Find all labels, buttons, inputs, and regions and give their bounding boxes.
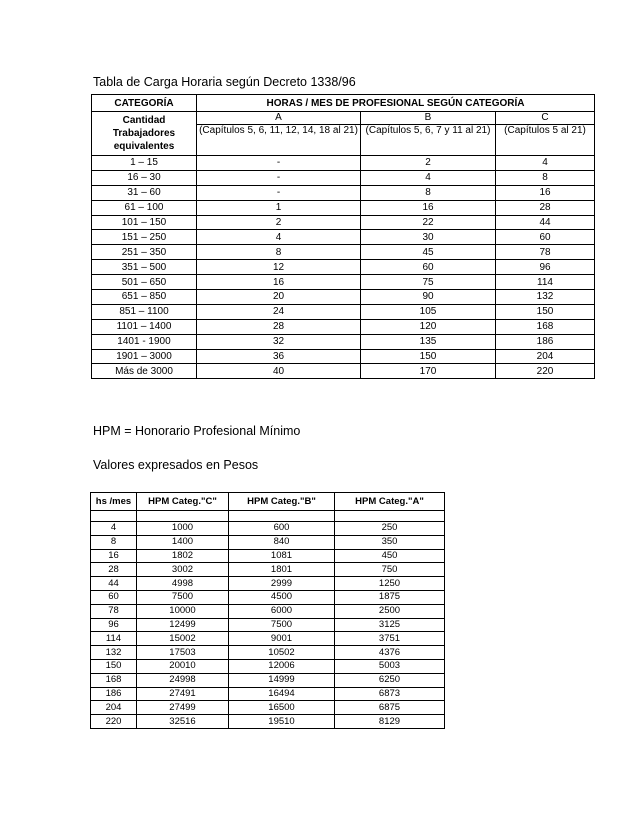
table-cell: 20010 xyxy=(137,659,229,673)
table-cell: 19510 xyxy=(229,715,335,729)
hpm-table xyxy=(90,492,445,729)
table-cell: 150 xyxy=(496,304,595,319)
table-cell: 8 xyxy=(91,535,137,549)
table-row xyxy=(91,618,445,632)
table-cell: 501 – 650 xyxy=(92,275,197,290)
table-cell: 114 xyxy=(91,632,137,646)
table-cell: 24 xyxy=(197,304,361,319)
table-cell: - xyxy=(197,185,361,200)
table-cell: 6000 xyxy=(229,604,335,618)
table-cell: 3002 xyxy=(137,563,229,577)
table-row xyxy=(91,659,445,673)
table-cell: 16 – 30 xyxy=(92,170,197,185)
table-cell: 27499 xyxy=(137,701,229,715)
table-cell: 7500 xyxy=(229,618,335,632)
table-cell: 20 xyxy=(197,290,361,305)
table-row xyxy=(92,260,595,275)
table-cell: 750 xyxy=(335,563,445,577)
table-cell: 120 xyxy=(361,319,496,334)
table-cell: 28 xyxy=(91,563,137,577)
valores-note: Valores expresados en Pesos xyxy=(93,458,259,472)
table-row xyxy=(91,577,445,591)
table-row xyxy=(92,364,595,379)
table-row xyxy=(92,185,595,200)
table-cell: 1101 – 1400 xyxy=(92,319,197,334)
table-row xyxy=(92,319,595,334)
table-cell: 6250 xyxy=(335,673,445,687)
table-cell: 105 xyxy=(361,304,496,319)
category-b-label: B xyxy=(361,112,496,125)
table-row xyxy=(91,522,445,536)
table-cell: 204 xyxy=(91,701,137,715)
table-row xyxy=(92,334,595,349)
table-cell: 3751 xyxy=(335,632,445,646)
table-cell: 44 xyxy=(496,215,595,230)
hpm-blank-cell xyxy=(137,511,229,522)
table-cell: 2500 xyxy=(335,604,445,618)
table-cell: 60 xyxy=(361,260,496,275)
table-cell: 132 xyxy=(91,646,137,660)
cantidad-trabajadores-label: Cantidad Trabajadores equivalentes xyxy=(92,112,197,156)
table-row xyxy=(91,673,445,687)
table-cell: 60 xyxy=(91,590,137,604)
table-cell: 350 xyxy=(335,535,445,549)
hpm-header-categ-b: HPM Categ."B" xyxy=(229,493,335,511)
table-cell: 186 xyxy=(496,334,595,349)
table-cell: 3125 xyxy=(335,618,445,632)
table-row xyxy=(92,349,595,364)
header-categoria: CATEGORÍA xyxy=(92,95,197,112)
table-row xyxy=(92,200,595,215)
table-cell: 1 xyxy=(197,200,361,215)
table-cell: 96 xyxy=(91,618,137,632)
table-row xyxy=(91,701,445,715)
table-cell: 1250 xyxy=(335,577,445,591)
carga-table-body xyxy=(92,156,595,379)
table-cell: 31 – 60 xyxy=(92,185,197,200)
table-cell: 1 – 15 xyxy=(92,156,197,171)
table-cell: 150 xyxy=(361,349,496,364)
table-cell: 135 xyxy=(361,334,496,349)
hpm-header-categ-a: HPM Categ."A" xyxy=(335,493,445,511)
table-cell: 168 xyxy=(496,319,595,334)
table-cell: 12499 xyxy=(137,618,229,632)
table-cell: 7500 xyxy=(137,590,229,604)
table-cell: 132 xyxy=(496,290,595,305)
table-row xyxy=(92,156,595,171)
category-b-description: (Capítulos 5, 6, 7 y 11 al 21) xyxy=(361,125,496,156)
table-cell: 101 – 150 xyxy=(92,215,197,230)
hpm-header-categ-c: HPM Categ."C" xyxy=(137,493,229,511)
table-cell: 28 xyxy=(197,319,361,334)
table-cell: 168 xyxy=(91,673,137,687)
header-horas: HORAS / MES DE PROFESIONAL SEGÚN CATEGORÍA xyxy=(197,95,595,112)
table-cell: 16 xyxy=(197,275,361,290)
table-row xyxy=(92,245,595,260)
table-cell: 220 xyxy=(496,364,595,379)
table-cell: 28 xyxy=(496,200,595,215)
hpm-definition: HPM = Honorario Profesional Mínimo xyxy=(93,424,301,438)
table-cell: 114 xyxy=(496,275,595,290)
table-row xyxy=(91,535,445,549)
category-a-label: A xyxy=(197,112,361,125)
table-row xyxy=(91,646,445,660)
table-cell: 151 – 250 xyxy=(92,230,197,245)
table-cell: 15002 xyxy=(137,632,229,646)
hpm-blank-cell xyxy=(335,511,445,522)
table-cell: 61 – 100 xyxy=(92,200,197,215)
table-cell: Más de 3000 xyxy=(92,364,197,379)
table-cell: 450 xyxy=(335,549,445,563)
table-cell: 8 xyxy=(496,170,595,185)
table-cell: 1000 xyxy=(137,522,229,536)
table-row xyxy=(92,290,595,305)
table-cell: 4998 xyxy=(137,577,229,591)
table-cell: 851 – 1100 xyxy=(92,304,197,319)
table-cell: 14999 xyxy=(229,673,335,687)
table-row xyxy=(91,549,445,563)
hpm-blank-cell xyxy=(229,511,335,522)
table-cell: 16500 xyxy=(229,701,335,715)
table-cell: 220 xyxy=(91,715,137,729)
table-cell: 16 xyxy=(91,549,137,563)
table-cell: 16 xyxy=(361,200,496,215)
table-row xyxy=(91,563,445,577)
category-c-description: (Capítulos 5 al 21) xyxy=(496,125,595,156)
table-cell: 4 xyxy=(496,156,595,171)
table-cell: 1875 xyxy=(335,590,445,604)
table-cell: 1400 xyxy=(137,535,229,549)
table-cell: 27491 xyxy=(137,687,229,701)
table-cell: 8129 xyxy=(335,715,445,729)
table-cell: 16494 xyxy=(229,687,335,701)
table-cell: 36 xyxy=(197,349,361,364)
table-cell: 5003 xyxy=(335,659,445,673)
table-cell: 600 xyxy=(229,522,335,536)
table-cell: 150 xyxy=(91,659,137,673)
table-row xyxy=(91,590,445,604)
table-cell: 4 xyxy=(197,230,361,245)
table-cell: 1802 xyxy=(137,549,229,563)
page-title: Tabla de Carga Horaria según Decreto 1338/96 xyxy=(93,75,356,89)
table-cell: 96 xyxy=(496,260,595,275)
table-cell: 6873 xyxy=(335,687,445,701)
table-cell: 45 xyxy=(361,245,496,260)
table-cell: 10502 xyxy=(229,646,335,660)
table-row xyxy=(92,170,595,185)
table-cell: 17503 xyxy=(137,646,229,660)
table-cell: 75 xyxy=(361,275,496,290)
hpm-header-hs-mes: hs /mes xyxy=(91,493,137,511)
table-cell: - xyxy=(197,170,361,185)
table-cell: 30 xyxy=(361,230,496,245)
hpm-table-body xyxy=(91,522,445,729)
category-c-label: C xyxy=(496,112,595,125)
table-cell: 78 xyxy=(496,245,595,260)
table-cell: 24998 xyxy=(137,673,229,687)
table-cell: 1401 - 1900 xyxy=(92,334,197,349)
table-row xyxy=(91,715,445,729)
table-cell: 8 xyxy=(361,185,496,200)
table-cell: 250 xyxy=(335,522,445,536)
table-cell: 32516 xyxy=(137,715,229,729)
table-cell: 44 xyxy=(91,577,137,591)
table-cell: 10000 xyxy=(137,604,229,618)
table-cell: 651 – 850 xyxy=(92,290,197,305)
table-row xyxy=(91,632,445,646)
category-a-description: (Capítulos 5, 6, 11, 12, 14, 18 al 21) xyxy=(197,125,361,156)
table-cell: 12 xyxy=(197,260,361,275)
table-cell: 12006 xyxy=(229,659,335,673)
carga-horaria-table xyxy=(91,94,595,379)
table-cell: 2 xyxy=(361,156,496,171)
table-cell: 170 xyxy=(361,364,496,379)
table-cell: 186 xyxy=(91,687,137,701)
table-row xyxy=(91,604,445,618)
table-cell: 60 xyxy=(496,230,595,245)
hpm-blank-cell xyxy=(91,511,137,522)
table-cell: 1901 – 3000 xyxy=(92,349,197,364)
table-row xyxy=(92,275,595,290)
table-cell: 1081 xyxy=(229,549,335,563)
table-cell: 4 xyxy=(91,522,137,536)
table-cell: 251 – 350 xyxy=(92,245,197,260)
table-cell: - xyxy=(197,156,361,171)
table-cell: 90 xyxy=(361,290,496,305)
table-cell: 8 xyxy=(197,245,361,260)
table-cell: 16 xyxy=(496,185,595,200)
table-cell: 840 xyxy=(229,535,335,549)
table-cell: 32 xyxy=(197,334,361,349)
table-cell: 351 – 500 xyxy=(92,260,197,275)
table-cell: 2 xyxy=(197,215,361,230)
table-cell: 9001 xyxy=(229,632,335,646)
table-row xyxy=(92,304,595,319)
table-cell: 6875 xyxy=(335,701,445,715)
table-row xyxy=(92,215,595,230)
table-cell: 1801 xyxy=(229,563,335,577)
table-cell: 2999 xyxy=(229,577,335,591)
table-row xyxy=(92,230,595,245)
table-row xyxy=(91,687,445,701)
table-cell: 22 xyxy=(361,215,496,230)
table-cell: 40 xyxy=(197,364,361,379)
table-cell: 78 xyxy=(91,604,137,618)
table-cell: 204 xyxy=(496,349,595,364)
table-cell: 4376 xyxy=(335,646,445,660)
table-cell: 4500 xyxy=(229,590,335,604)
table-cell: 4 xyxy=(361,170,496,185)
